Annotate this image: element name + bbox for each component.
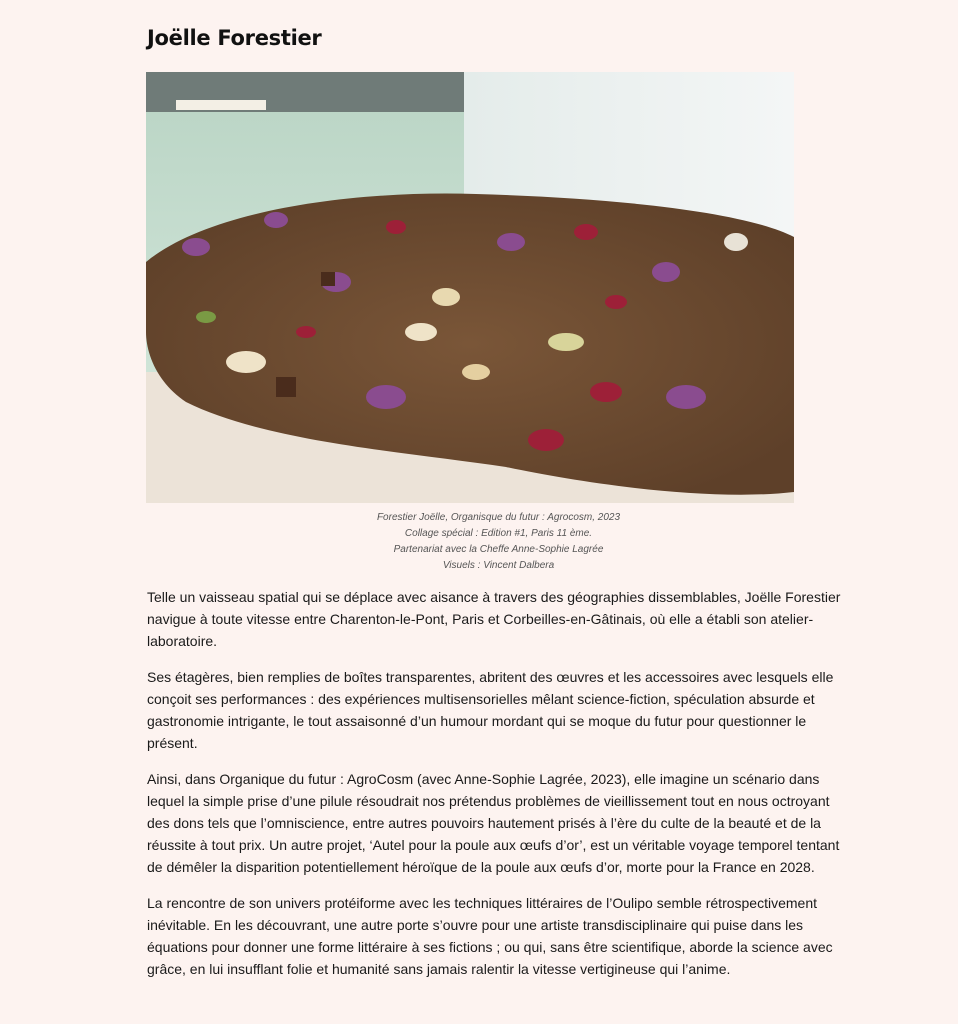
chocolate-cube	[321, 272, 335, 286]
paragraph: Ses étagères, bien remplies de boîtes transparentes, abritent des œuvres et les accessoires avec lesquels elle conçoit ses performances : des expériences multisensorielles mêlant science-fiction, spéculation absurde et gastronomie intrigante, le tout assaisonné d’un humour mordant qui se moque du futur pour questionner le présent.	[147, 669, 834, 751]
cream	[405, 323, 437, 341]
artwork-photo	[146, 72, 794, 503]
article-body	[147, 586, 853, 994]
berry	[296, 326, 316, 338]
cream	[462, 364, 490, 380]
cream	[724, 233, 748, 251]
artwork-photo-illustration	[146, 72, 794, 503]
cream	[226, 351, 266, 373]
berry	[605, 295, 627, 309]
cream	[432, 288, 460, 306]
berry	[590, 382, 622, 402]
caption-line: Visuels : Vincent Dalbera	[442, 560, 555, 571]
paragraph: Ainsi, dans Organique du futur : AgroCosm (avec Anne-Sophie Lagrée, 2023), elle imagine un scénario dans lequel la simple prise d’une pilule résoudrait nos prétendus problèmes de vieillissement tout en nous octroyant des dons tels que l’omniscience, entre autres pouvoirs hautement prisés à l’ère du culte de la beauté et de la réussite à tout prix. Un autre projet, ‘Autel pour la poule aux œufs d’or’, est un véritable voyage temporel tentant de démêler la disparition potentiellement héroïque de la poule aux œufs d’or, morte pour la France en 2028.	[147, 771, 840, 875]
flower	[666, 385, 706, 409]
gel	[548, 333, 584, 351]
image-caption	[146, 510, 851, 574]
berry	[528, 429, 564, 451]
caption-line: Partenariat avec la Cheffe Anne-Sophie Lagrée	[393, 544, 604, 555]
berry	[574, 224, 598, 240]
flower	[264, 212, 288, 228]
chocolate-cube	[276, 377, 296, 397]
berry	[386, 220, 406, 234]
herb	[196, 311, 216, 323]
paragraph: La rencontre de son univers protéiforme avec les techniques littéraires de l’Oulipo semble rétrospectivement inévitable. En les découvrant, une autre porte s’ouvre pour une artiste transdisciplinaire qui puise dans les équations pour donner une forme littéraire à ses fictions ; ou qui, sans être scientifique, aborde la science avec grâce, en lui insufflant folie et humanité sans jamais ralentir la vitesse vertigineuse qui l’anime.	[147, 895, 833, 977]
paragraph: Telle un vaisseau spatial qui se déplace avec aisance à travers des géographies dissemblables, Joëlle Forestier navigue à toute vitesse entre Charenton-le-Pont, Paris et Corbeilles-en-Gâtinais, où elle a établi son atelier-laboratoire.	[147, 589, 841, 649]
flower	[652, 262, 680, 282]
flower	[497, 233, 525, 251]
flower	[182, 238, 210, 256]
caption-line: Collage spécial : Edition #1, Paris 11 ème.	[404, 528, 593, 539]
caption-line: Forestier Joëlle, Organisque du futur : Agrocosm, 2023	[376, 512, 621, 523]
page-title: Joëlle Forestier	[147, 26, 322, 50]
flower	[366, 385, 406, 409]
window-light	[176, 100, 266, 110]
